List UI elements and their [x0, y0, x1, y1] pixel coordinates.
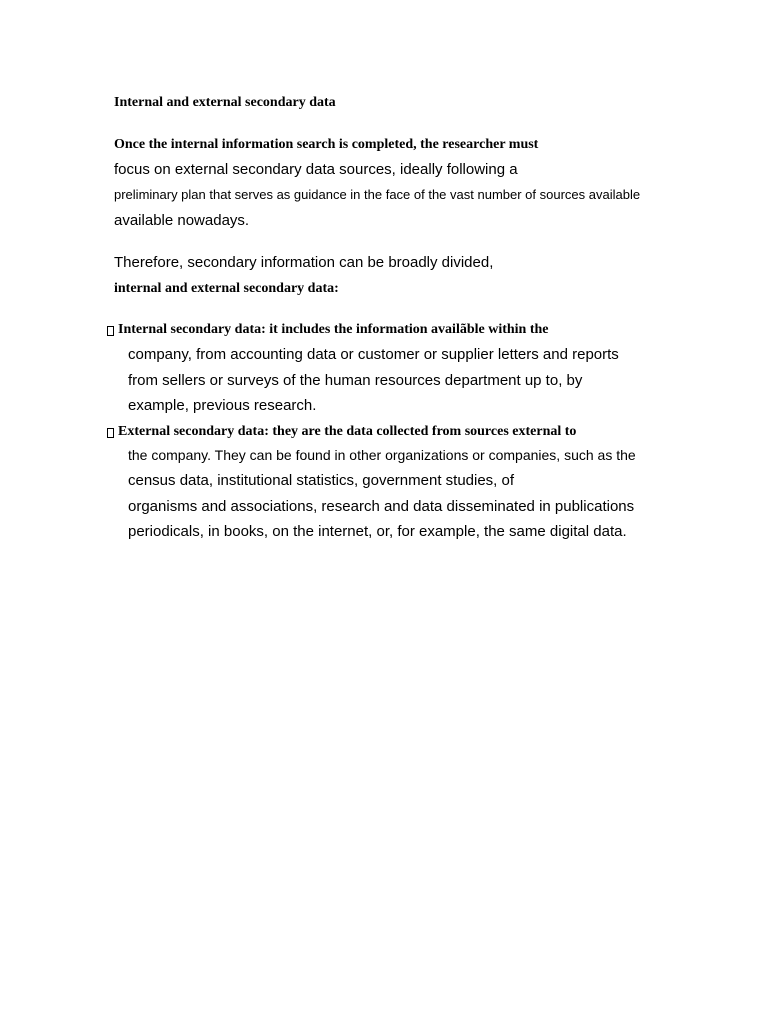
paragraph2-line2: internal and external secondary data: — [114, 281, 339, 296]
bullet-line: census data, institutional statistics, government studies, of — [128, 472, 515, 489]
bullet-line: from sellers or surveys of the human resources department up to, by — [128, 372, 583, 389]
bullet-line: example, previous research. — [128, 397, 317, 414]
paragraph1-line4: available nowadays. — [114, 212, 250, 229]
bullet-box-icon — [107, 428, 114, 438]
document-heading: Internal and external secondary data — [114, 95, 336, 110]
bullet-box-icon — [107, 326, 114, 336]
bullet-line: organisms and associations, research and data disseminated in publications — [128, 498, 635, 515]
bullet-lead: External secondary data: they are the data collected from sources external to — [118, 424, 577, 439]
bullet-line: the company. They can be found in other organizations or companies, such as the — [128, 447, 636, 463]
paragraph1-line1: Once the internal information search is completed, the researcher must — [114, 137, 539, 152]
bullet-line: periodicals, in books, on the internet, or, for example, the same digital data. — [128, 523, 627, 540]
bullet-line: company, from accounting data or customer or supplier letters and reports — [128, 346, 619, 363]
paragraph1-line3: preliminary plan that serves as guidance in the face of the vast number of sources available — [114, 187, 641, 202]
paragraph2-line1: Therefore, secondary information can be broadly divided, — [114, 254, 494, 271]
paragraph1-line2: focus on external secondary data sources, ideally following a — [114, 161, 518, 178]
bullet-lead: Internal secondary data: it includes the information availãble within the — [118, 322, 549, 337]
